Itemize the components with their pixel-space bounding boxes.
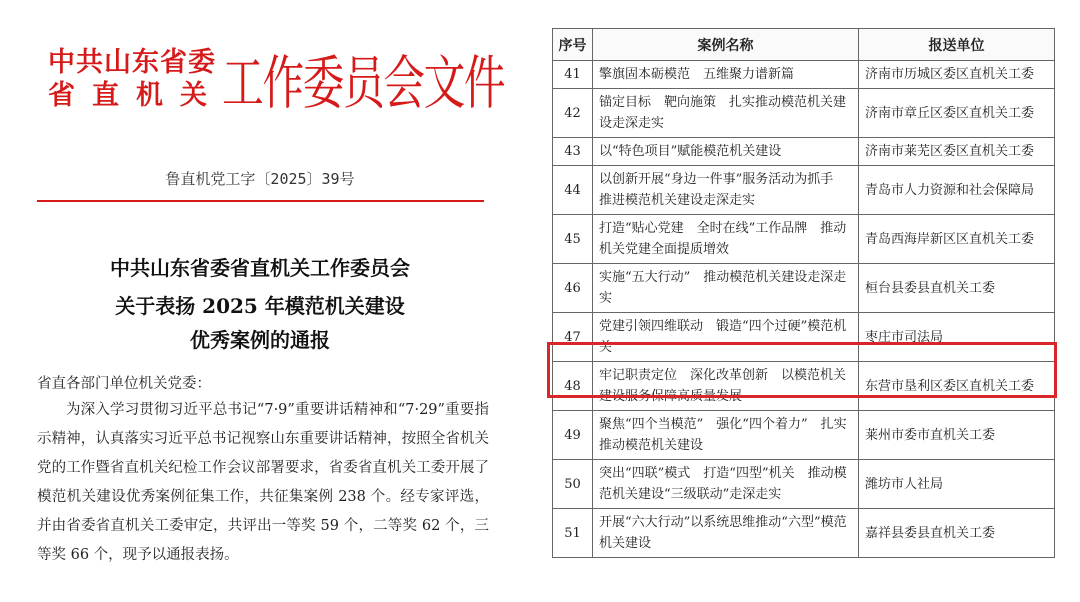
document-type-title: 工作委员会文件 xyxy=(222,49,505,117)
row-unit: 桓台县委县直机关工委 xyxy=(859,264,1055,313)
row-number: 49 xyxy=(553,411,593,460)
org-name-line2: 省直机关 xyxy=(48,80,224,111)
table-row xyxy=(553,61,1055,89)
header-unit: 报送单位 xyxy=(859,29,1055,61)
row-unit: 潍坊市人社局 xyxy=(859,460,1055,509)
row-case-name: 以创新开展“身边一件事”服务活动为抓手 推进模范机关建设走深走实 xyxy=(593,166,859,215)
document-page xyxy=(0,0,520,602)
table-row xyxy=(553,509,1055,558)
row-case-name: 开展“六大行动”以系统思维推动“六型”模范机关建设 xyxy=(593,509,859,558)
row-case-name: 牢记职责定位 深化改革创新 以模范机关建设服务保障高质量发展 xyxy=(593,362,859,411)
row-case-name: 以“特色项目”赋能模范机关建设 xyxy=(593,138,859,166)
row-unit: 东营市垦利区委区直机关工委 xyxy=(859,362,1055,411)
row-case-name: 打造“贴心党建 全时在线”工作品牌 推动机关党建全面提质增效 xyxy=(593,215,859,264)
table-row xyxy=(553,166,1055,215)
table-row xyxy=(553,264,1055,313)
row-case-name: 聚焦“四个当模范” 强化“四个着力” 扎实推动模范机关建设 xyxy=(593,411,859,460)
document-number: 鲁直机党工字〔2025〕39号 xyxy=(165,170,355,188)
table-row xyxy=(553,89,1055,138)
row-case-name: 党建引领四维联动 锻造“四个过硬”模范机关 xyxy=(593,313,859,362)
row-number: 48 xyxy=(553,362,593,411)
row-unit: 济南市章丘区委区直机关工委 xyxy=(859,89,1055,138)
red-divider xyxy=(37,200,484,202)
row-number: 43 xyxy=(553,138,593,166)
row-number: 47 xyxy=(553,313,593,362)
row-case-name: 擎旗固本砺模范 五维聚力谱新篇 xyxy=(593,61,859,89)
row-number: 50 xyxy=(553,460,593,509)
table-row xyxy=(553,460,1055,509)
row-unit: 青岛市人力资源和社会保障局 xyxy=(859,166,1055,215)
case-list-table xyxy=(552,28,1055,558)
header-case-name: 案例名称 xyxy=(593,29,859,61)
notice-title-line3: 优秀案例的通报 xyxy=(190,328,330,352)
case-list-table-wrapper xyxy=(552,28,1054,558)
row-number: 51 xyxy=(553,509,593,558)
row-unit: 济南市历城区委区直机关工委 xyxy=(859,61,1055,89)
table-row xyxy=(553,411,1055,460)
table-row xyxy=(553,138,1055,166)
notice-title-line1: 中共山东省委省直机关工作委员会 xyxy=(110,256,410,280)
notice-title-line2: 关于表扬 2025 年模范机关建设 xyxy=(115,294,405,318)
table-row xyxy=(553,215,1055,264)
row-number: 45 xyxy=(553,215,593,264)
row-unit: 济南市莱芜区委区直机关工委 xyxy=(859,138,1055,166)
table-row xyxy=(553,362,1055,411)
row-number: 44 xyxy=(553,166,593,215)
table-row-highlighted xyxy=(553,313,1055,362)
row-number: 46 xyxy=(553,264,593,313)
salutation: 省直各部门单位机关党委： xyxy=(37,376,211,392)
row-unit: 枣庄市司法局 xyxy=(859,313,1055,362)
row-case-name: 实施“五大行动” 推动模范机关建设走深走实 xyxy=(593,264,859,313)
row-case-name: 锚定目标 靶向施策 扎实推动模范机关建设走深走实 xyxy=(593,89,859,138)
org-name-line1: 中共山东省委 xyxy=(48,47,216,78)
body-paragraph: 为深入学习贯彻习近平总书记“7·9”重要讲话精神和“7·29”重要指示精神，认真落实习近平总书记视察山东重要讲话精神，按照全省机关党的工作暨省直机关纪检工作会议部署要求，省委省直机关工委开展了模范机关建设优秀案例征集工作，共征集案例 238 个。经专家评选，并由省委省直机关工委审定，共评出一等奖 59 个，二等奖 62 个，三等奖 66 个，现予以通报表扬。 xyxy=(37,402,489,563)
row-unit: 莱州市委市直机关工委 xyxy=(859,411,1055,460)
row-number: 41 xyxy=(553,61,593,89)
row-number: 42 xyxy=(553,89,593,138)
row-unit: 嘉祥县委县直机关工委 xyxy=(859,509,1055,558)
row-unit: 青岛西海岸新区区直机关工委 xyxy=(859,215,1055,264)
table-header-row xyxy=(553,29,1055,61)
row-case-name: 突出“四联”模式 打造“四型”机关 推动模范机关建设“三级联动”走深走实 xyxy=(593,460,859,509)
header-number: 序号 xyxy=(553,29,593,61)
